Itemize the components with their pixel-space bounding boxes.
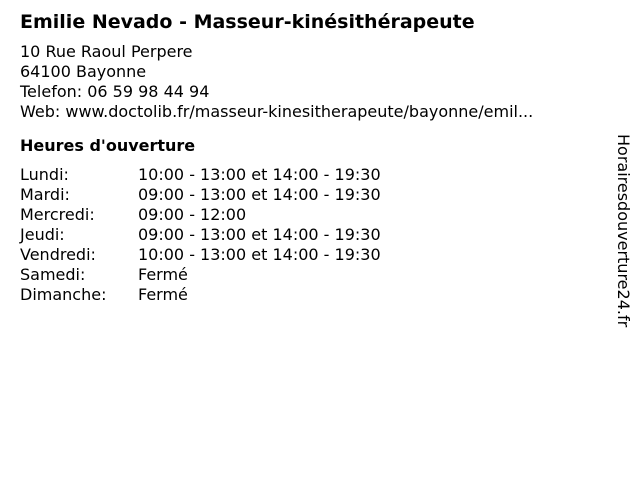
opening-hours-heading: Heures d'ouverture — [20, 136, 196, 155]
hours-value: Fermé — [138, 265, 188, 284]
day-label: Jeudi: — [20, 225, 65, 244]
business-title: Emilie Nevado - Masseur-kinésithérapeute — [20, 11, 475, 33]
hours-value: 10:00 - 13:00 et 14:00 - 19:30 — [138, 165, 381, 184]
business-card — [20, 10, 600, 305]
hours-row-saturday — [20, 265, 600, 285]
day-label: Mardi: — [20, 185, 70, 204]
hours-row-wednesday — [20, 205, 600, 225]
hours-row-thursday — [20, 225, 600, 245]
address-line-1: 10 Rue Raoul Perpere — [20, 42, 193, 61]
opening-hours-table — [20, 165, 600, 305]
hours-row-tuesday — [20, 185, 600, 205]
hours-value: 09:00 - 13:00 et 14:00 - 19:30 — [138, 185, 381, 204]
hours-row-sunday — [20, 285, 600, 305]
day-label: Samedi: — [20, 265, 86, 284]
hours-value: 09:00 - 13:00 et 14:00 - 19:30 — [138, 225, 381, 244]
hours-value: 09:00 - 12:00 — [138, 205, 247, 224]
website-line: Web: www.doctolib.fr/masseur-kinesitherapeute/bayonne/emil... — [20, 102, 534, 121]
hours-row-friday — [20, 245, 600, 265]
day-label: Lundi: — [20, 165, 69, 184]
hours-value: 10:00 - 13:00 et 14:00 - 19:30 — [138, 245, 381, 264]
day-label: Vendredi: — [20, 245, 96, 264]
hours-row-monday — [20, 165, 600, 185]
day-label: Mercredi: — [20, 205, 95, 224]
phone-line: Telefon: 06 59 98 44 94 — [20, 82, 210, 101]
watermark-text: Horairesdouverture24.fr — [614, 134, 633, 328]
day-label: Dimanche: — [20, 285, 107, 304]
address-line-2: 64100 Bayonne — [20, 62, 147, 81]
hours-value: Fermé — [138, 285, 188, 304]
